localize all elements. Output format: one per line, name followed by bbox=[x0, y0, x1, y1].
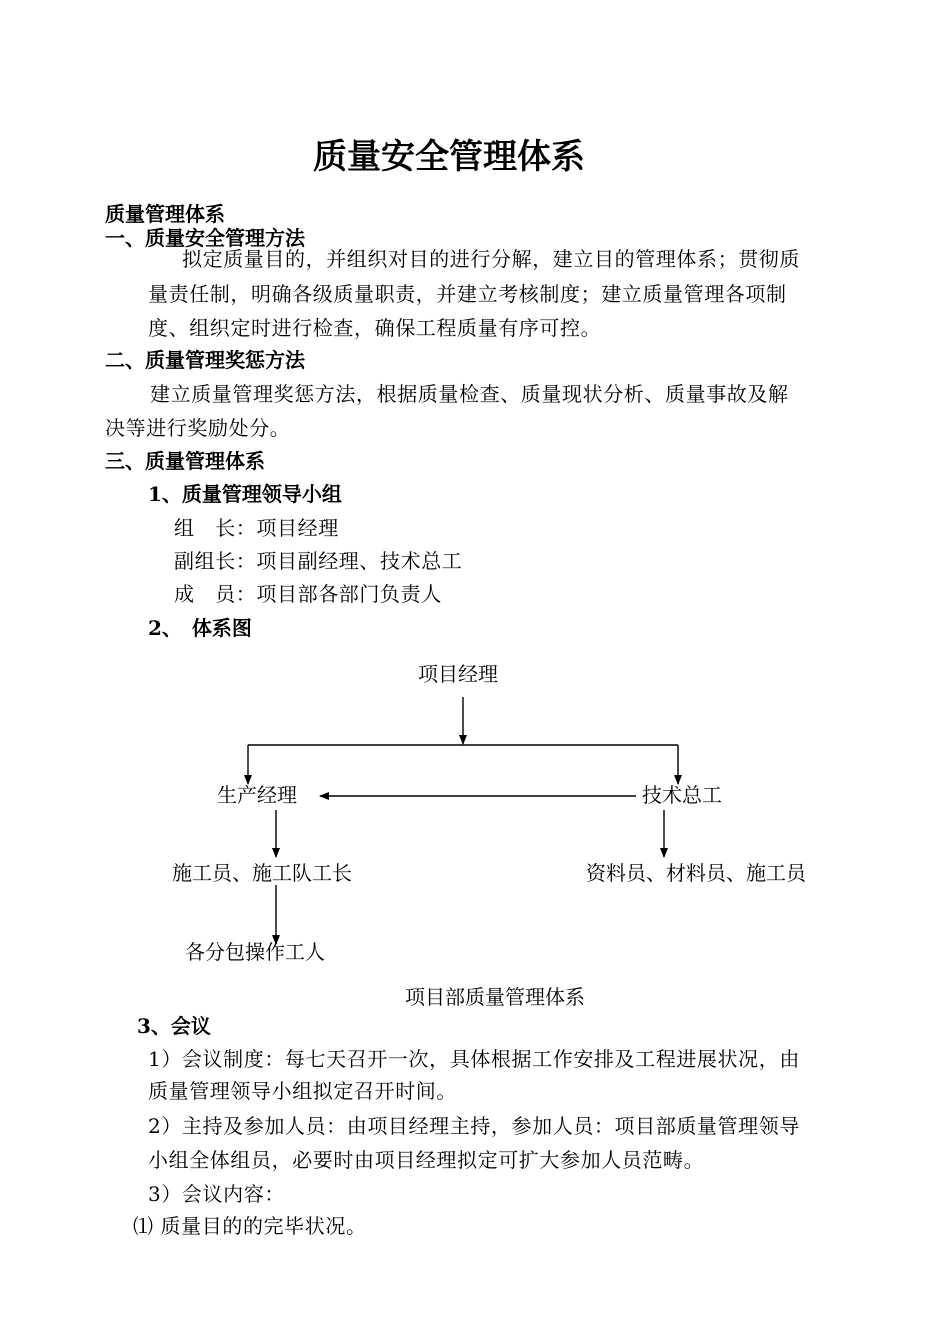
node-project-manager: 项目经理 bbox=[418, 662, 498, 686]
page-title: 质量安全管理体系 bbox=[313, 137, 585, 177]
heading-reward-penalty-method: 二、质量管理奖惩方法 bbox=[105, 348, 305, 372]
meeting-line: ⑴ 质量目的的完毕状况。 bbox=[133, 1214, 367, 1238]
meeting-line: 2）主持及参加人员：由项目经理主持，参加人员：项目部质量管理领导 bbox=[148, 1114, 800, 1138]
meeting-line: 1）会议制度：每七天召开一次，具体根据工作安排及工程进展状况，由 bbox=[148, 1047, 800, 1071]
node-technical-chief: 技术总工 bbox=[642, 783, 722, 807]
paragraph-line: 度、组织定时进行检查，确保工程质量有序可控。 bbox=[148, 316, 602, 340]
meeting-line: 3）会议内容： bbox=[148, 1182, 285, 1206]
node-staff: 资料员、材料员、施工员 bbox=[586, 861, 806, 885]
subheading-meeting: 3、会议 bbox=[137, 1014, 211, 1038]
paragraph-line: 决等进行奖励处分。 bbox=[105, 416, 291, 440]
paragraph-line: 量责任制，明确各级质量职责，并建立考核制度；建立质量管理各项制 bbox=[148, 282, 787, 306]
node-subcontract-workers: 各分包操作工人 bbox=[185, 940, 325, 964]
heading-quality-system: 三、质量管理体系 bbox=[105, 449, 265, 473]
heading-quality-safety-method: 一、质量安全管理方法 bbox=[105, 226, 305, 250]
node-production-manager: 生产经理 bbox=[217, 783, 297, 807]
chart-caption: 项目部质量管理体系 bbox=[405, 985, 585, 1009]
paragraph-line: 建立质量管理奖惩方法，根据质量检查、质量现状分析、质量事故及解 bbox=[150, 382, 789, 406]
member-line-deputy: 副组长：项目副经理、技术总工 bbox=[174, 549, 463, 573]
paragraph-line: 拟定质量目的，并组织对目的进行分解，建立目的管理体系；贯彻质 bbox=[182, 247, 800, 271]
meeting-line: 质量管理领导小组拟定召开时间。 bbox=[148, 1079, 457, 1103]
subheading-system-diagram: 2、 体系图 bbox=[148, 616, 252, 640]
member-line-members: 成 员：项目部各部门负责人 bbox=[174, 582, 442, 606]
subheading-leadership-group: 1、质量管理领导小组 bbox=[148, 482, 342, 506]
node-workers-foremen: 施工员、施工队工长 bbox=[172, 861, 352, 885]
section-heading: 质量管理体系 bbox=[105, 202, 225, 226]
meeting-line: 小组全体组员，必要时由项目经理拟定可扩大参加人员范畴。 bbox=[148, 1148, 705, 1172]
member-line-leader: 组 长：项目经理 bbox=[174, 516, 339, 540]
